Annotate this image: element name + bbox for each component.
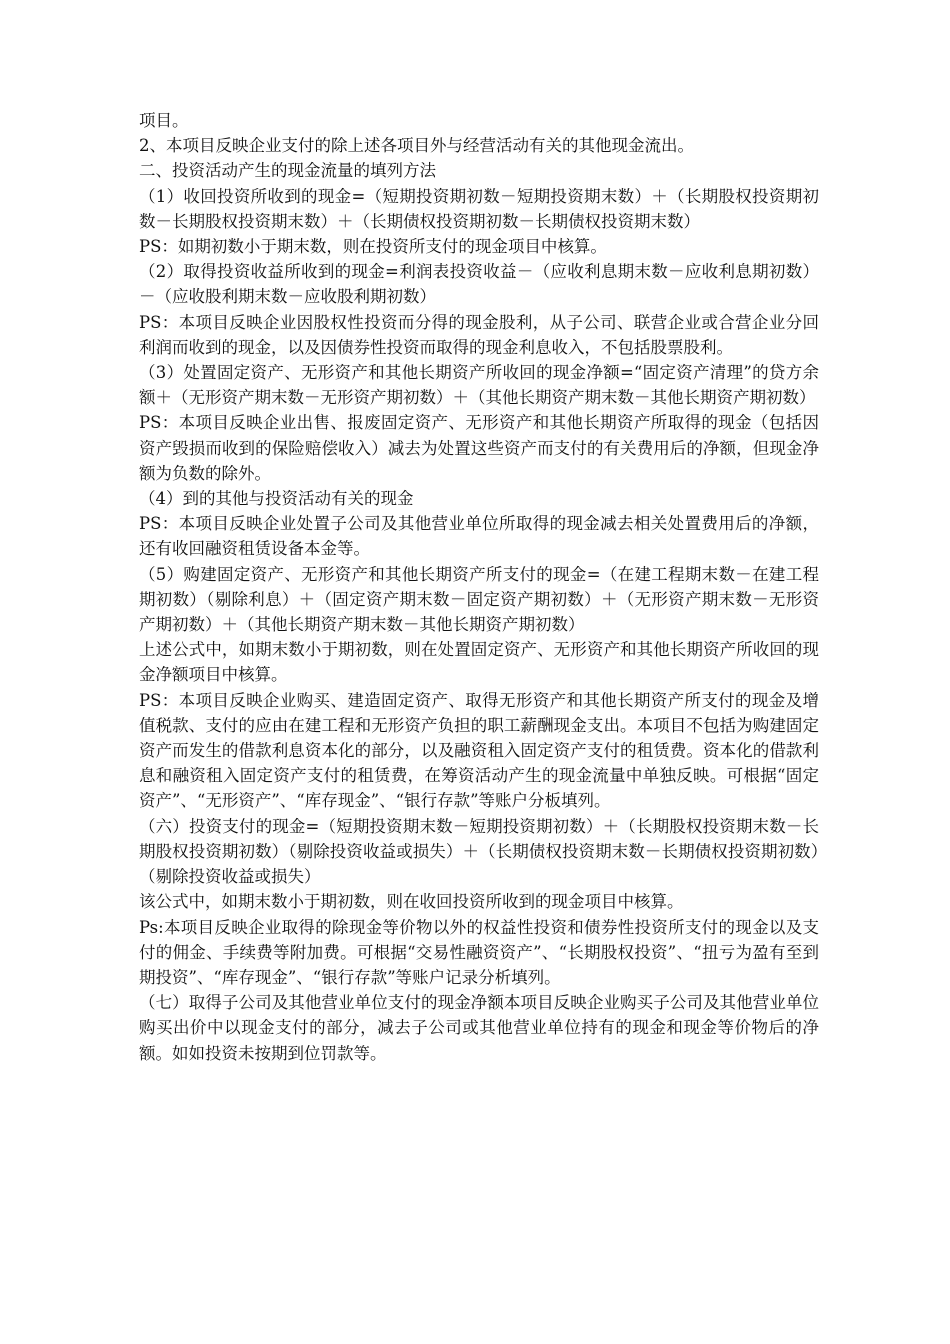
note-paragraph: PS：如期初数小于期末数，则在投资所支付的现金项目中核算。 xyxy=(139,237,607,257)
note-paragraph: Ps:本项目反映企业取得的除现金等价物以外的权益性投资和债券性投资所支付的现金以及支付的佣金、手续费等附加费。可根据“交易性融资资产”、“长期股权投资”、“扭亏为盈有至到期投资”、“库存现金”、“银行存款”等账户记录分析填列。 xyxy=(139,917,819,987)
paragraph: （4）到的其他与投资活动有关的现金 xyxy=(139,489,414,509)
paragraph: 该公式中，如期末数小于期初数，则在收回投资所收到的现金项目中核算。 xyxy=(139,892,684,912)
note-paragraph: PS：本项目反映企业处置子公司及其他营业单位所取得的现金减去相关处置费用后的净额，还有收回融资租赁设备本金等。 xyxy=(139,514,819,559)
section-heading: 二、投资活动产生的现金流量的填列方法 xyxy=(139,161,436,181)
note-paragraph: PS：本项目反映企业因股权性投资而分得的现金股利，从子公司、联营企业或合营企业分回利润而收到的现金，以及因债券性投资而取得的现金利息收入，不包括股票股利。 xyxy=(139,312,819,357)
paragraph: 2、本项目反映企业支付的除上述各项目外与经营活动有关的其他现金流出。 xyxy=(139,136,694,156)
note-paragraph: PS：本项目反映企业购买、建造固定资产、取得无形资产和其他长期资产所支付的现金及增值税款、支付的应由在建工程和无形资产负担的职工薪酬现金支出。本项目不包括为购建固定资产而发生的借款利息资本化的部分，以及融资租入固定资产支付的租赁费。资本化的借款利息和融资租入固定资产支付的租赁费，在筹资活动产生的现金流量中单独反映。可根据“固定资产”、“无形资产”、“库存现金”、“银行存款”等账户分板填列。 xyxy=(139,690,819,811)
paragraph: （5）购建固定资产、无形资产和其他长期资产所支付的现金=（在建工程期末数－在建工程期初数）（剔除利息）＋（固定资产期末数－固定资产期初数）＋（无形资产期末数－无形资产期初数）＋（其他长期资产期末数－其他长期资产期初数） xyxy=(139,564,819,635)
note-paragraph: PS：本项目反映企业出售、报废固定资产、无形资产和其他长期资产所取得的现金（包括因资产毁损而收到的保险赔偿收入）减去为处置这些资产而支付的有关费用后的净额，但现金净额为负数的除外。 xyxy=(139,413,819,483)
paragraph: 项目。 xyxy=(139,111,189,130)
paragraph: （3）处置固定资产、无形资产和其他长期资产所收回的现金净额=“固定资产清理”的贷方余额＋（无形资产期末数－无形资产期初数）＋（其他长期资产期末数－其他长期资产期初数） xyxy=(139,363,819,408)
paragraph: （2）取得投资收益所收到的现金=利润表投资收益－（应收利息期末数－应收利息期初数）－（应收股利期末数－应收股利期初数） xyxy=(139,262,819,307)
paragraph: （1）收回投资所收到的现金=（短期投资期初数－短期投资期末数）＋（长期股权投资期初数－长期股权投资期末数）＋（长期债权投资期初数－长期债权投资期末数） xyxy=(139,186,819,231)
paragraph: （六）投资支付的现金=（短期投资期末数－短期投资期初数）＋（长期股权投资期末数－长期股权投资期初数）（剔除投资收益或损失）＋（长期债权投资期末数－长期债权投资期初数）（剔除投资收益或损失） xyxy=(139,816,819,887)
paragraph: 上述公式中，如期末数小于期初数，则在处置固定资产、无形资产和其他长期资产所收回的现金净额项目中核算。 xyxy=(139,640,819,685)
paragraph: （七）取得子公司及其他营业单位支付的现金净额本项目反映企业购买子公司及其他营业单位购买出价中以现金支付的部分，减去子公司或其他营业单位持有的现金和现金等价物后的净额。如如投资未按期到位罚款等。 xyxy=(139,993,819,1063)
document-body xyxy=(139,108,819,1066)
